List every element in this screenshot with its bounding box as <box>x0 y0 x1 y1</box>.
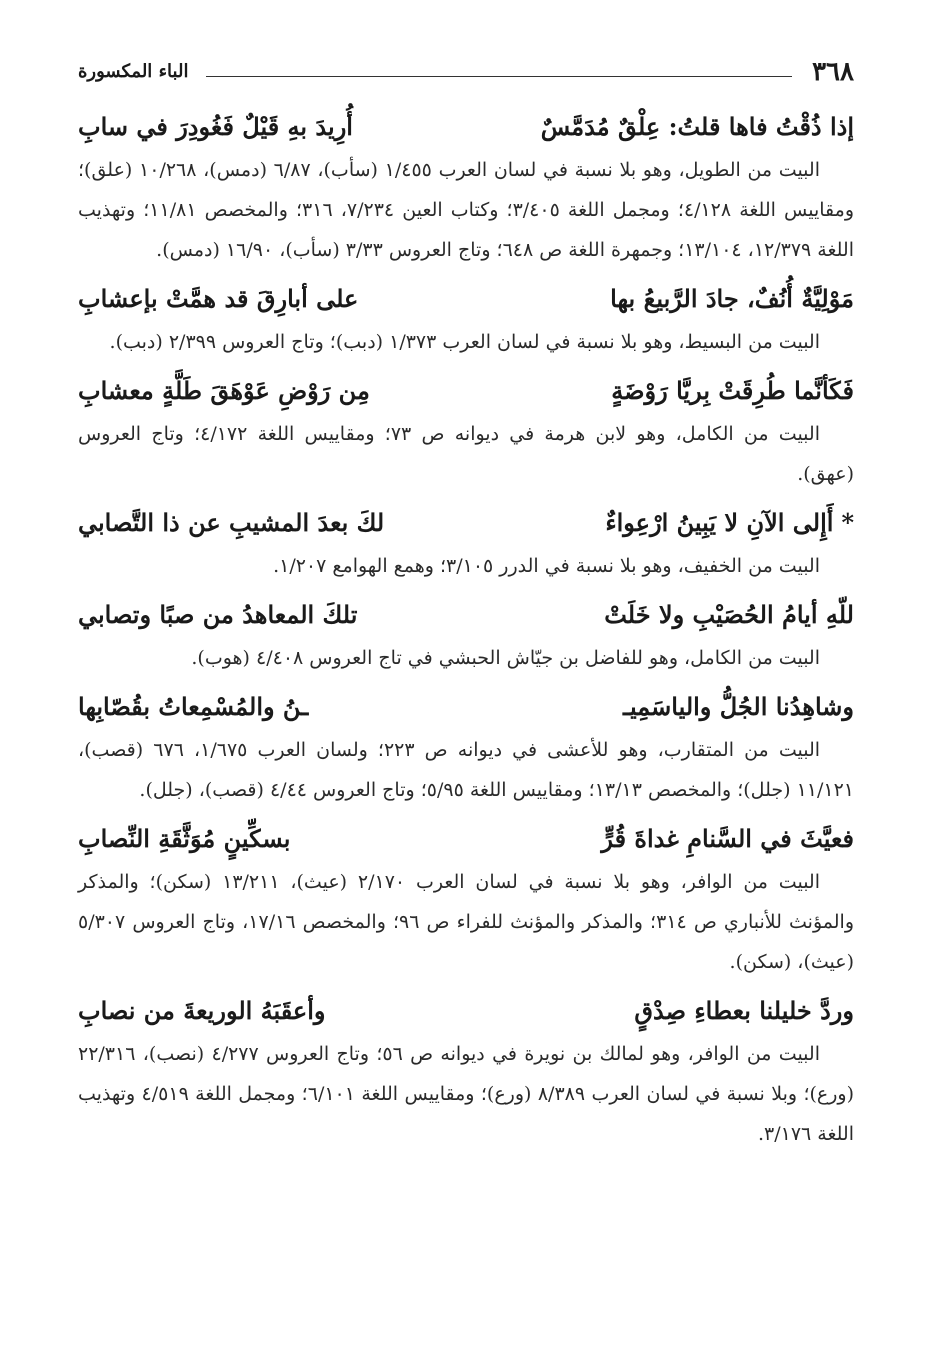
verse-footnote: البيت من الوافر، وهو بلا نسبة في لسان العرب ٢/١٧٠ (عيث)، ١٣/٢١١ (سكن)؛ والمذكر والمؤنث للأنباري ص ٣١٤؛ والمذكر والمؤنث للفراء ص ٩٦؛ والمخصص ١٧/١٦، وتاج العروس ٥/٣٠٧ (عيث)، (سكن). <box>78 871 854 973</box>
verse-entry <box>78 368 854 494</box>
first-hemistich <box>605 500 854 546</box>
verse-line <box>78 276 854 322</box>
running-title: الباء المكسورة <box>78 61 189 82</box>
first-hemistich: إذا ذُقْتُ فاها قلتُ: عِلْقٌ مُدَمَّسٌ <box>540 112 854 141</box>
verse-line <box>78 988 854 1034</box>
first-hemistich: فعيَّثَ في السَّنامِ غداةَ قُرٍّ <box>601 824 854 853</box>
second-hemistich: أُرِيدَ بهِ قَيْلٌ فَغُودِرَ في سابِ <box>78 112 353 141</box>
verse-line <box>78 592 854 638</box>
verse-footnote: البيت من الوافر، وهو لمالك بن نويرة في ديوانه ص ٥٦؛ وتاج العروس ٤/٢٧٧ (نصب)، ٢٢/٣١٦ (ورع)؛ وبلا نسبة في لسان العرب ٨/٣٨٩ (ورع)؛ ومقاييس اللغة ٦/١٠١؛ ومجمل اللغة ٤/٥١٩ وتهذيب اللغة ٣/١٧٦. <box>78 1043 854 1145</box>
verse-entry <box>78 276 854 362</box>
first-hemistich: وشاهِدُنا الجُلُّ والياسَمِيـ <box>623 692 854 721</box>
verse-footnote: البيت من المتقارب، وهو للأعشى في ديوانه ص ٢٢٣؛ ولسان العرب ١/٦٧٥، ٦٧٦ (قصب)، ١١/١٢١ (جلل)؛ والمخصص ١٣/١٣؛ ومقاييس اللغة ٥/٩٥؛ وتاج العروس ٤/٤٤ (قصب)، (جلل). <box>78 739 854 801</box>
first-hemistich: فَكَأنَّما طُرِقَتْ بِريَّا رَوْضَةٍ <box>611 376 854 405</box>
verse-entry <box>78 816 854 982</box>
verse-footnote: البيت من الكامل، وهو للفاضل بن جيّاش الحبشي في تاج العروس ٤/٤٠٨ (هوب). <box>191 647 820 669</box>
verse-footnote: البيت من البسيط، وهو بلا نسبة في لسان العرب ١/٣٧٣ (دبب)؛ وتاج العروس ٢/٣٩٩ (دبب). <box>109 331 820 353</box>
verse-line <box>78 500 854 546</box>
verse-entry <box>78 104 854 270</box>
page-number: ٣٦٨ <box>812 57 854 87</box>
first-hemistich: وردَّ خليلنا بعطاءِ صِدْقٍ <box>634 996 854 1025</box>
verse-entry <box>78 500 854 586</box>
page-header <box>78 56 854 90</box>
second-hemistich: بسكِّينٍ مُوَثَّقَةِ النِّصابِ <box>78 824 291 853</box>
verse-footnote: البيت من الطويل، وهو بلا نسبة في لسان العرب ١/٤٥٥ (سأب)، ٦/٨٧ (دمس)، ١٠/٢٦٨ (علق)؛ ومقاييس اللغة ٤/١٢٨؛ ومجمل اللغة ٣/٤٠٥؛ وكتاب العين ٧/٢٣٤، ٣١٦؛ والمخصص ١١/٨١؛ وتهذيب اللغة ١٢/٣٧٩، ١٣/١٠٤؛ وجمهرة اللغة ص ٦٤٨؛ وتاج العروس ٣/٣٣ (سأب)، ١٦/٩٠ (دمس). <box>78 159 855 261</box>
verse-line <box>78 816 854 862</box>
first-hemistich: للّهِ أيامُ الحُصَيْبِ ولا خَلَتْ <box>604 600 854 629</box>
second-hemistich: تلكَ المعاهدُ من صبًا وتصابي <box>78 600 358 629</box>
first-hemistich: مَوْلِيَّةٌ أُنُفٌ، جادَ الرَّبيعُ بها <box>610 284 854 313</box>
asterisk-marker: * <box>841 508 854 537</box>
verse-entry <box>78 684 854 810</box>
second-hemistich: ـنُ والمُسْمِعاتُ بقُصّابِها <box>78 692 309 721</box>
verse-line <box>78 684 854 730</box>
page-content <box>78 104 854 1160</box>
first-hemistich-text: أَإِلى الآنِ لا يَبِينُ ارْعِواءٌ <box>605 508 834 537</box>
second-hemistich: لكَ بعدَ المشيبِ عن ذا التَّصابي <box>78 508 385 537</box>
verse-line <box>78 368 854 414</box>
verse-line <box>78 104 854 150</box>
verse-footnote: البيت من الخفيف، وهو بلا نسبة في الدرر ٣/١٠٥؛ وهمع الهوامع ١/٢٠٧. <box>273 555 820 577</box>
second-hemistich: وأعقَبَهُ الوريعةَ من نصابِ <box>78 996 326 1025</box>
second-hemistich: مِن رَوْضِ عَوْهَقَ طَلَّةٍ معشابِ <box>78 376 370 405</box>
second-hemistich: على أبارِقَ قد همَّتْ بإعشابِ <box>78 284 359 313</box>
verse-footnote: البيت من الكامل، وهو لابن هرمة في ديوانه ص ٧٣؛ ومقاييس اللغة ٤/١٧٢؛ وتاج العروس (عهق). <box>78 423 854 485</box>
verse-entry <box>78 988 854 1154</box>
verse-entry <box>78 592 854 678</box>
header-rule <box>206 76 792 77</box>
